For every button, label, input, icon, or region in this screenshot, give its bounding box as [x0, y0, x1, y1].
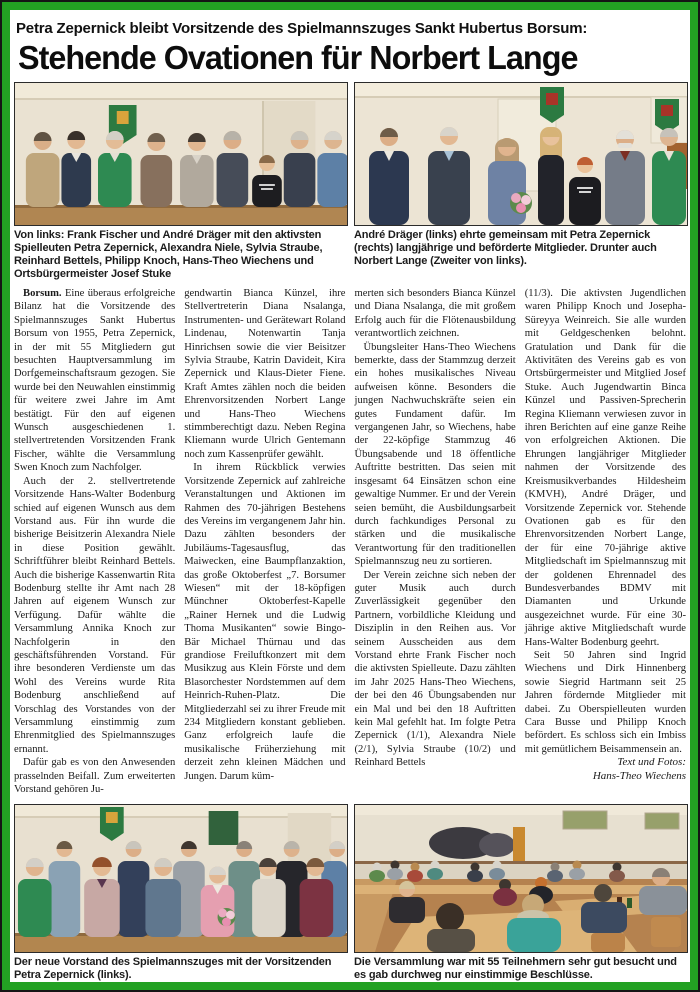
article-column-4: (11/3). Die aktivsten Jugendlichen waren Philipp Knoch und Josepha-Süreyya Weinreich. Sie alle wurden mit Geldgeschenken belohnt. Gratulation und Dank für die Aktivitäten des Vereins gab es von Ortsbürgermeister und Mitglied Josef Stuke. Auch Jugendwartin Binca Künzel und Passiven-Sprecherin Regina Kliemann verwiesen zuvor in ihren Berichten auf eine ganze Reihe von erfolgreichen Aktionen. Die Ehrungen langjähriger Mitglieder nahmen der Vorsitzende des Kreismusikverbandes Hildesheim (KMVH), André Dräger, und Vorsitzende Zepernick vor. Stehende Ovationen gab es für den Ehrenvorsitzenden Norbert Lange, der für eine 70-jährige aktive Mitgliedschaft im Spielmannszug mit der goldenen Ehrennadel des Bundesverbandes BDMV mit Diamanten und Urkunde ausgezeichnet wurde. Für eine 30-jährige aktive Mitgliedschaft wurde Hans-Walter Bodenburg geehrt. Seit 50 Jahren sind Ingrid Wiechens und Dirk Hinnenberg sowie Siegrid Hartmann seit 25 Jahren fördernde Mitglieder mit dabei. Zu Oberspielleuten wurden Cara Busse und Philipp Knoch befördert. Es schloss sich ein Imbiss mit gemütlichem Beisammensein an. Text und Fotos: Hans-Theo Wiechens [524, 288, 686, 782]
figure-top-right [354, 82, 686, 268]
kicker: Petra Zepernick bleibt Vorsitzende des Spielmannszuges Sankt Hubertus Borsum: [16, 20, 588, 37]
article-column-3: merten sich besonders Bianca Künzel und Diana Nsalanga, die mit großem Erfolg auch für die Flötenausbildung verantwortlich zeichnen. Übungsleiter Hans-Theo Wiechens bemerkte, dass der Stammzug derzeit ein hohes musikalisches Niveau aufweisen könne. Besonders die jungen Nachwuchskräfte seien ein gutes Fundament dafür. Im vergangenen Jahr, so Wiechens, habe der 22-köpfige Stammzug 46 Übungsabende und 18 öffentliche Auftritte bestritten. Das seien mit insgesamt 64 Einsätzen schon eine gewaltige Nummer. Er und der Verein seien bemüht, die Ausbildungsarbeit durch fachkundiges Personal zu stärken und die musikalische Verantwortung für den traditionellen Spielmannszug neu zu sortieren. Der Verein zeichne sich neben der guter Musik auch durch Zuverlässigkeit gegenüber den Partnern, vorbildliche Kleidung und Disziplin in den Reihen aus. Vor seinem Ausscheiden aus dem Vorstand ehrte Frank Fischer noch die aktivsten Spielleute. Dazu zählten im Jahr 2025 Hans-Theo Wiechens, der bei den 46 Übungsabenden nur ein Mal und bei den 18 Auftritten kein Mal gefehlt hat. Im folgte Petra Zepernick (1/1), Alexandra Niele (2/1), Sylvia Straube (10/2) und Reinhard Bettels [354, 288, 516, 769]
photo-bottom-right [354, 804, 688, 953]
assembly-photo-illustration [355, 805, 687, 952]
figure-bottom-left [14, 804, 346, 982]
caption-bottom-right: Die Versammlung war mit 55 Teilnehmern sehr gut besucht und es gab durchweg nur einstimmige Beschlüsse. [354, 956, 677, 981]
article-column-1: Borsum. Eine überaus erfolgreiche Bilanz hat die Vorsitzende des Spielmannszuges Sankt Hubertus Borsum von 1955, Petra Zepernick, in der mit 55 Mitgliedern gut besuchten Hauptversammlung im Dorfgemeinschaftsraum gezogen. Sie wurde bei den Neuwahlen einstimmig für weitere zwei Jahre im Amt bestätigt. Für den auf eigenen Wunsch ausgeschiedenen 1. stellvertretenden Vorsitzenden Frank Fischer, wählte die Versammlung Swen Knoch zum Nachfolger. Auch der 2. stellvertretende Vorsitzende Hans-Walter Bodenburg schied auf eigenen Wunsch aus dem Vorstand aus. Für ihn wurde die bisherige Beisitzerin Alexandra Niele in diese Position gewählt. Schriftführer bleibt Reinhard Bettels. Auch die bisherige Kassenwartin Rita Bodenburg stellte ihr Amt nach 28 Jahren auf eigenem Wunsch zur Verfügung. Dafür wählte die Versammlung Annika Knoch zur Nachfolgerin in den geschäftsführenden Vorstand. Für ihre besonderen Verdienste um das Wohl des Vereins wurde Rita Bodenburg anschließend auf Vorschlag des Vorstandes von der Versammlung einstimmig zum Ehrenmitglied des Spielmannszuges ernannt. Dafür gab es von den Anwesenden prasselnden Beifall. Zum erweiterten Vorstand gehören Ju- [14, 288, 176, 796]
figure-bottom-right [354, 804, 686, 982]
photo-bottom-left [14, 804, 348, 953]
newspaper-page [10, 10, 690, 982]
top-photo-row [14, 82, 686, 281]
photo-top-left [14, 82, 348, 226]
photo-top-right [354, 82, 688, 226]
caption-top-left: Von links: Frank Fischer und André Dräger mit den aktivsten Spielleuten Petra Zepernick, Alexandra Niele, Sylvia Straube, Reinhard Bettels, Philipp Knoch, Hans-Theo Wiechens und Ortsbürgermeister Josef Stuke [14, 229, 323, 280]
figure-top-left [14, 82, 346, 281]
caption-bottom-left: Der neue Vorstand des Spielmannszuges mit der Vorsitzenden Petra Zepernick (links). [14, 956, 332, 981]
article-body [14, 287, 686, 799]
article-column-2: gendwartin Bianca Künzel, ihre Stellvertreterin Diana Nsalanga, Instrumenten- und Gerätewart Roland Lindenau, Notenwartin Tanja Hinrichsen sowie die vier Beisitzer Sylvia Straube, Katrin Davideit, Kira Zepernick und Klaus-Dieter Fiene. Kraft Amtes zählen noch die beiden Ehrenvorsitzenden Norbert Lange und Hans-Theo Wiechens stimmberechtigt dazu. Neben Regina Kliemann wurde Ulrich Gentemann noch zum Kassenprüfer gewählt. In ihrem Rückblick verwies Vorsitzende Zepernick auf zahlreiche Veranstaltungen und Aktionen im Rahmen des 70-jährigen Bestehens des Vereins im vergangenem Jahr hin. Dazu zählten besonders der Jubiläums-Tagesausflug, das Maiwecken, eine Baumpflanzaktion, das große Oktoberfest „7. Borsumer Wiesen“ mit der 18-köpfigen Münchner Oktoberfest-Kapelle „Rainer Hernek und die Ludwig Thoma Musikanten“ sowie Bingo-Bär Michael Thürnau und das grandiose Freiluftkonzert mit dem Musikzug aus Klein Förste und dem Blasorchester Nordstemmen auf dem Heinrich-Ruhen-Platz. Die Mitgliederzahl sei zu ihrer Freude mit 234 Mitgliedern konstant geblieben. Ganz erfolgreich laufe die musikalische Früherziehung mit derzeit zehn kleinen Mädchen und Jungen. Darum küm- [184, 288, 346, 782]
headline: Stehende Ovationen für Norbert Lange [18, 39, 578, 76]
honorees-photo-illustration [355, 83, 687, 225]
group-photo-illustration [15, 83, 347, 225]
caption-top-right: André Dräger (links) ehrte gemeinsam mit Petra Zepernick (rechts) langjährige und beförderte Mitglieder. Drunter auch Norbert Lange (Zweiter von links). [354, 229, 657, 267]
board-photo-illustration [15, 805, 347, 952]
bottom-photo-row [14, 804, 686, 982]
